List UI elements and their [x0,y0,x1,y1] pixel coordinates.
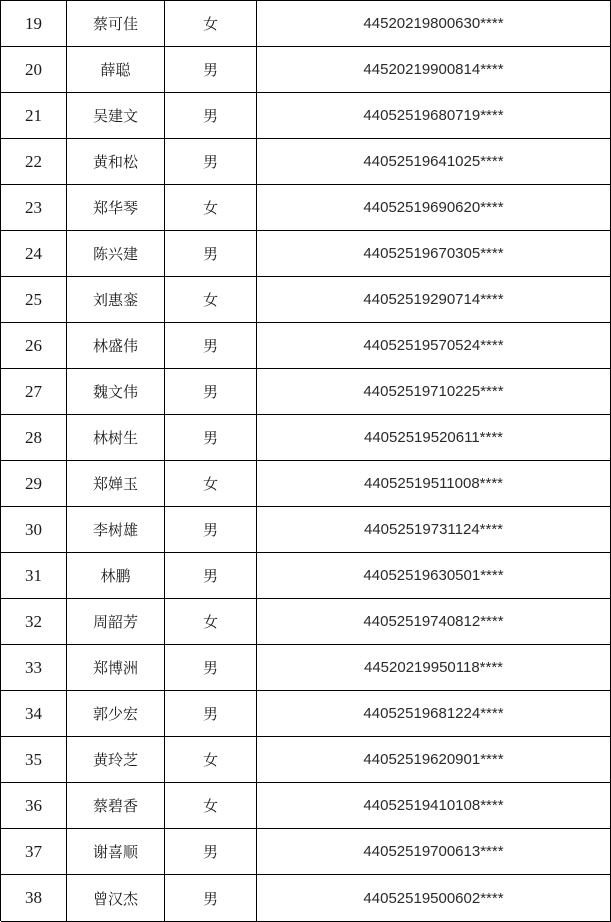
gender: 男 [165,323,257,369]
id-number: 44052519511008**** [257,461,611,507]
id-number: 44052519570524**** [257,323,611,369]
row-number: 31 [1,553,67,599]
person-name: 魏文伟 [67,369,165,415]
table-row [1,1,611,47]
person-name: 林树生 [67,415,165,461]
table-row [1,185,611,231]
id-number: 44052519731124**** [257,507,611,553]
id-number: 44052519680719**** [257,93,611,139]
table-row [1,783,611,829]
person-name: 林鹏 [67,553,165,599]
id-number: 44052519520611**** [257,415,611,461]
row-number: 33 [1,645,67,691]
id-number: 44052519410108**** [257,783,611,829]
row-number: 38 [1,875,67,922]
row-number: 19 [1,1,67,47]
table-row [1,323,611,369]
person-name: 郭少宏 [67,691,165,737]
gender: 女 [165,185,257,231]
gender: 男 [165,93,257,139]
table-row [1,553,611,599]
table-row [1,645,611,691]
gender: 女 [165,599,257,645]
row-number: 37 [1,829,67,875]
table-row [1,829,611,875]
person-name: 黄和松 [67,139,165,185]
gender: 女 [165,1,257,47]
id-number: 44052519740812**** [257,599,611,645]
id-number: 44052519690620**** [257,185,611,231]
row-number: 28 [1,415,67,461]
row-number: 21 [1,93,67,139]
person-name: 蔡可佳 [67,1,165,47]
gender: 男 [165,829,257,875]
id-number: 44052519620901**** [257,737,611,783]
person-name: 郑博洲 [67,645,165,691]
gender: 男 [165,875,257,922]
person-name: 郑华琴 [67,185,165,231]
table-row [1,737,611,783]
table-row [1,507,611,553]
gender: 男 [165,507,257,553]
person-name: 蔡碧香 [67,783,165,829]
table-row [1,875,611,922]
gender: 男 [165,231,257,277]
id-number: 44520219800630**** [257,1,611,47]
row-number: 23 [1,185,67,231]
row-number: 24 [1,231,67,277]
table-row [1,599,611,645]
table-row [1,47,611,93]
row-number: 36 [1,783,67,829]
id-number: 44052519710225**** [257,369,611,415]
gender: 男 [165,691,257,737]
id-number: 44052519681224**** [257,691,611,737]
gender: 女 [165,737,257,783]
gender: 男 [165,47,257,93]
person-name: 刘惠銮 [67,277,165,323]
id-number: 44052519630501**** [257,553,611,599]
gender: 男 [165,645,257,691]
id-number: 44052519670305**** [257,231,611,277]
row-number: 26 [1,323,67,369]
person-name: 陈兴建 [67,231,165,277]
person-name: 林盛伟 [67,323,165,369]
table-row [1,461,611,507]
person-name: 谢喜顺 [67,829,165,875]
gender: 男 [165,139,257,185]
row-number: 20 [1,47,67,93]
id-number: 44052519290714**** [257,277,611,323]
person-name: 李树雄 [67,507,165,553]
gender: 女 [165,277,257,323]
table-row [1,231,611,277]
table-row [1,415,611,461]
person-name: 吴建文 [67,93,165,139]
row-number: 29 [1,461,67,507]
person-name: 黄玲芝 [67,737,165,783]
row-number: 30 [1,507,67,553]
gender: 男 [165,415,257,461]
table-row [1,691,611,737]
gender: 女 [165,461,257,507]
table-row [1,139,611,185]
id-number: 44052519700613**** [257,829,611,875]
table-row [1,93,611,139]
person-name: 周韶芳 [67,599,165,645]
id-number: 44052519500602**** [257,875,611,922]
gender: 男 [165,369,257,415]
person-name: 薛聪 [67,47,165,93]
row-number: 27 [1,369,67,415]
row-number: 25 [1,277,67,323]
person-name: 曾汉杰 [67,875,165,922]
row-number: 32 [1,599,67,645]
id-number: 44052519641025**** [257,139,611,185]
gender: 女 [165,783,257,829]
id-number: 44520219900814**** [257,47,611,93]
id-number: 44520219950118**** [257,645,611,691]
person-name: 郑婵玉 [67,461,165,507]
row-number: 34 [1,691,67,737]
table-row [1,369,611,415]
gender: 男 [165,553,257,599]
row-number: 35 [1,737,67,783]
table-row [1,277,611,323]
row-number: 22 [1,139,67,185]
